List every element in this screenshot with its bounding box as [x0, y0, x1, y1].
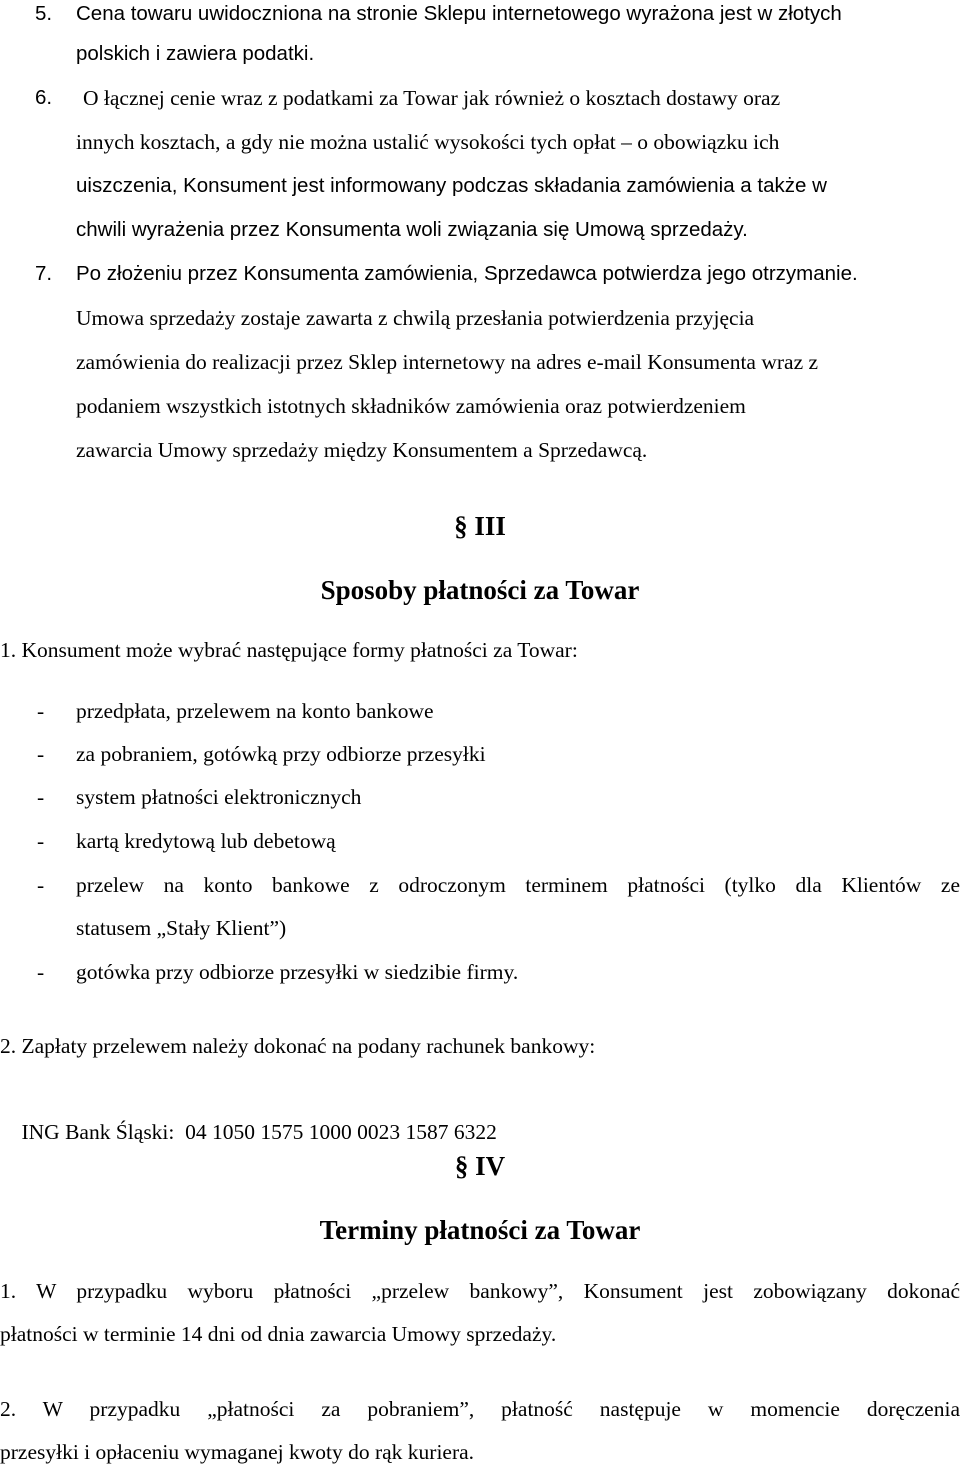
list-item-text: Umowa sprzedaży zostaje zawarta z chwilą przesłania potwierdzenia przyjęcia: [76, 306, 755, 330]
list-item-7-cont: [76, 348, 818, 376]
dash-bullet: -: [37, 873, 45, 897]
list-item-6-cont: [76, 128, 779, 156]
list-item-7-cont: [76, 304, 754, 332]
payment-method-text: przedpłata, przelewem na konto bankowe: [76, 699, 434, 723]
paragraph-text: 2. Zapłaty przelewem należy dokonać na podany rachunek bankowy:: [0, 1034, 596, 1058]
dash-bullet: -: [37, 829, 45, 853]
list-item-text: Cena towaru uwidoczniona na stronie Sklepu internetowego wyrażona jest w złotych: [76, 2, 842, 25]
list-item-text: polskich i zawiera podatki.: [76, 42, 315, 65]
payment-method-text: system płatności elektronicznych: [76, 785, 362, 809]
list-item-7-cont: [76, 392, 746, 420]
section-sign-iv: § IV: [454, 1151, 506, 1181]
paragraph-text: 1. Konsument może wybrać następujące formy płatności za Towar:: [0, 638, 578, 662]
payment-method-item: [0, 740, 960, 768]
paragraph-text: przesyłki i opłaceniu wymaganej kwoty do rąk kuriera.: [0, 1440, 475, 1464]
list-number: 7.: [35, 262, 53, 285]
section-sign-iii: § III: [454, 511, 506, 541]
payment-method-item: [0, 783, 960, 811]
payment-method-text: gotówka przy odbiorze przesyłki w siedzibie firmy.: [76, 960, 519, 984]
list-item-5: [35, 0, 960, 28]
payment-method-text: kartą kredytową lub debetową: [76, 829, 336, 853]
paragraph-iv-1: 1. W przypadku wyboru płatności „przelew bankowy”, Konsument jest zobowiązany dokonać: [0, 1279, 960, 1303]
payment-method-cont: [76, 914, 286, 942]
dash-bullet: -: [37, 699, 45, 723]
list-item-text: Po złożeniu przez Konsumenta zamówienia, Sprzedawca potwierdza jego otrzymanie.: [76, 262, 858, 285]
paragraph-iv-1-cont: [0, 1320, 556, 1348]
payment-method-item: [0, 871, 960, 899]
dash-bullet: -: [37, 960, 45, 984]
list-item-text: zamówienia do realizacji przez Sklep internetowy na adres e-mail Konsumenta wraz z: [76, 350, 819, 374]
payment-method-text: za pobraniem, gotówką przy odbiorze przesyłki: [76, 742, 486, 766]
payment-method-item: [0, 697, 960, 725]
list-item-text: uiszczenia, Konsument jest informowany podczas składania zamówienia a także w: [76, 174, 827, 197]
list-item-7-cont: [76, 436, 647, 464]
section-title-iv: Terminy płatności za Towar: [319, 1215, 641, 1245]
list-item-text: O łącznej cenie wraz z podatkami za Towar jak również o kosztach dostawy oraz: [83, 86, 781, 110]
dash-bullet: -: [37, 785, 45, 809]
list-item-6: [35, 84, 960, 112]
list-item-text: chwili wyrażenia przez Konsumenta woli związania się Umową sprzedaży.: [76, 218, 748, 241]
paragraph-iv-2-cont: [0, 1438, 474, 1466]
list-item-7: [35, 260, 960, 288]
bank-account-text: ING Bank Śląski: 04 1050 1575 1000 0023 1587 6322: [21, 1120, 497, 1144]
list-item-text: podaniem wszystkich istotnych składników zamówienia oraz potwierdzeniem: [76, 394, 746, 418]
paragraph-iv-2: 2. W przypadku „płatności za pobraniem”, płatność następuje w momencie doręczenia: [0, 1397, 960, 1421]
payment-method-text: statusem „Stały Klient”): [76, 916, 287, 940]
list-number: 5.: [35, 2, 53, 25]
payment-method-item: [0, 958, 960, 986]
dash-bullet: -: [37, 742, 45, 766]
list-item-5-cont: [76, 40, 314, 68]
list-item-text: zawarcia Umowy sprzedaży między Konsumentem a Sprzedawcą.: [76, 438, 648, 462]
list-item-text: innych kosztach, a gdy nie można ustalić wysokości tych opłat – o obowiązku ich: [76, 130, 780, 154]
bank-account: [0, 1090, 497, 1144]
list-number: 6.: [35, 86, 53, 109]
list-item-6-cont: [76, 216, 748, 244]
paragraph-2: [0, 1032, 595, 1060]
paragraph-1: [0, 636, 578, 664]
list-item-6-cont: [76, 172, 827, 200]
paragraph-text: płatności w terminie 14 dni od dnia zawarcia Umowy sprzedaży.: [0, 1322, 557, 1346]
payment-method-item: [0, 827, 960, 855]
payment-method-text: przelew na konto bankowe z odroczonym terminem płatności (tylko dla Klientów ze: [76, 873, 960, 897]
section-title-iii: Sposoby płatności za Towar: [320, 575, 640, 605]
